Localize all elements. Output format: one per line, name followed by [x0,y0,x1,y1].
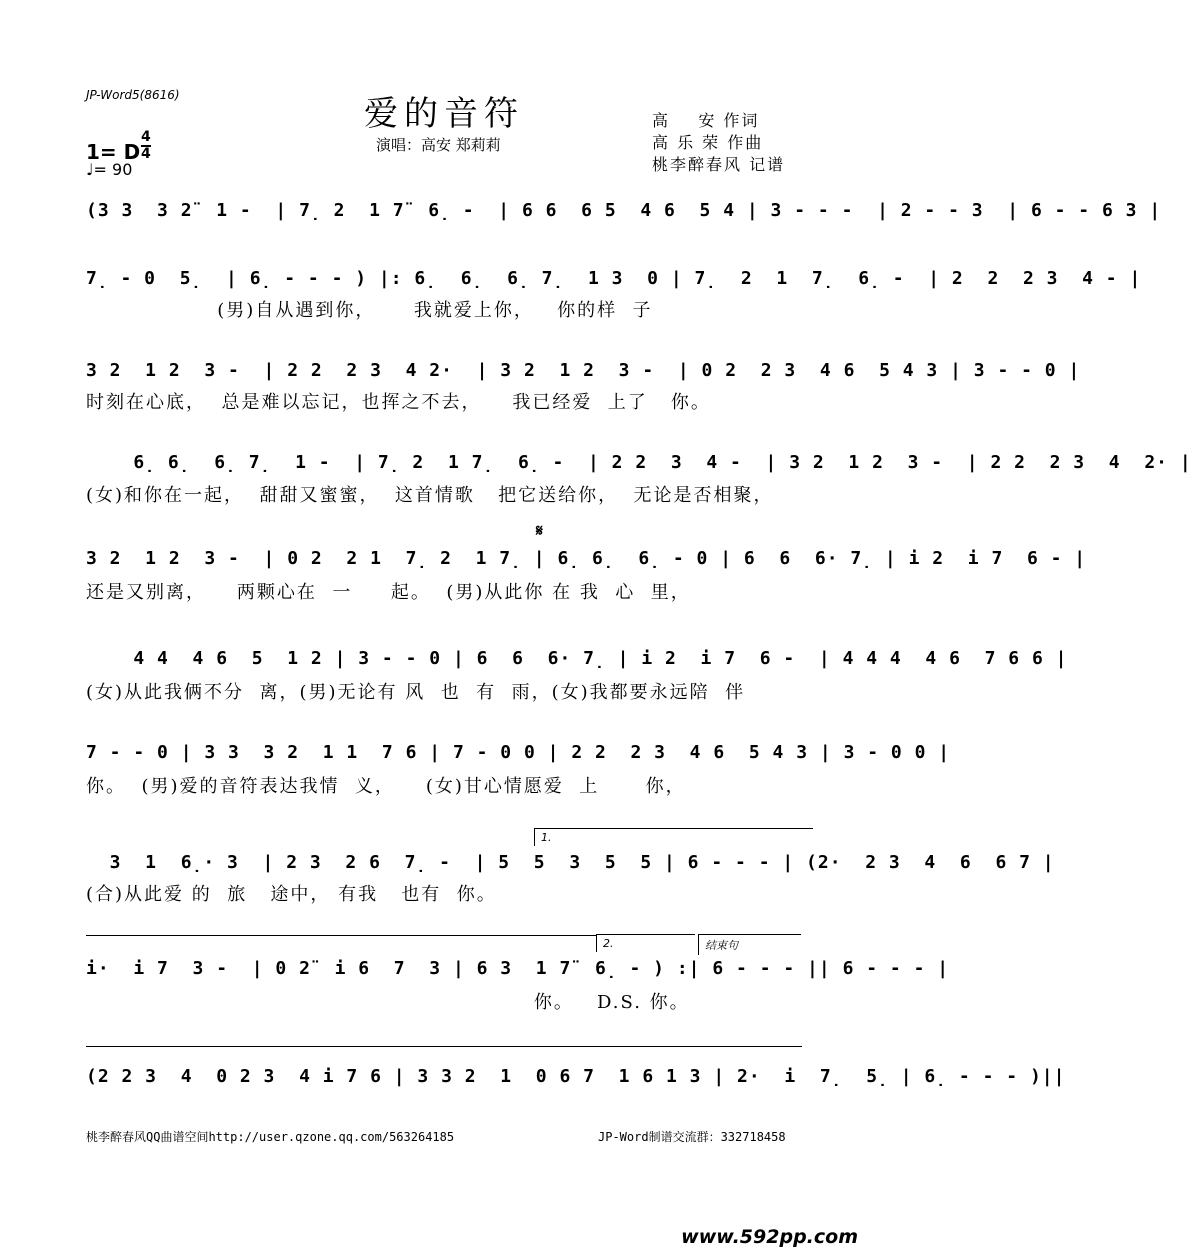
lyricist-credit: 高 安 作词 [652,111,760,130]
key-signature: 1= D [86,140,141,164]
lyrics-line-4: (女)和你在一起， 甜甜又蜜蜜， 这首情歌 把它送给你， 无论是否相聚， [86,485,774,506]
app-tag: JP-Word5(8616) [86,88,180,102]
first-ending-bracket: 1. [534,828,813,846]
notation-line-4: 6̣ 6̣ 6̣ 7̣ 1 - | 7̣ 2 1 7̣ 6̣ - | 2 2 3 4 - | 3 2 1 2 3 - | 2 2 2 3 4 2· | [86,452,1192,473]
meter-bottom: 4 [141,146,151,162]
second-ending-bracket: 2. [596,934,695,952]
notation-line-7: 7 - - 0 | 3 3 3 2 1 1 7 6 | 7 - 0 0 | 2 2 2 3 4 6 5 4 3 | 3 - 0 0 | [86,742,951,763]
footer-right: JP-Word制谱交流群：332718458 [598,1130,786,1144]
notation-line-5: 3 2 1 2 3 - | 0 2 2 1 7̣ 2 1 7̣ | 6̣ 6̣ 6̣ - 0 | 6 6 6· 7̣ | i 2 i 7 6 - | [86,548,1087,569]
notation-line-8: 3 1 6̣· 3 | 2 3 2 6 7̣ - | 5 5 3 5 5 | 6 - - - | (2· 2 3 4 6 6 7 | [86,852,1055,873]
notation-line-10: (2 2 3 4 0 2 3 4 i 7 6 | 3 3 2 1 0 6 7 1 6 1 3 | 2· i 7̣ 5̣ | 6̣ - - - )|| [86,1066,1066,1087]
time-signature [141,130,151,162]
tempo-marking: ♩= 90 [86,160,133,179]
transcriber-credit: 桃李醉春风 记谱 [652,155,786,174]
watermark: www.592pp.com [681,1226,858,1248]
meter-top: 4 [141,129,151,145]
notation-line-3: 3 2 1 2 3 - | 2 2 2 3 4 2· | 3 2 1 2 3 - | 0 2 2 3 4 6 5 4 3 | 3 - - 0 | [86,360,1081,381]
segno-sign: 𝄋 [536,521,543,540]
notation-line-6: 4 4 4 6 5 1 2 | 3 - - 0 | 6 6 6· 7̣ | i 2 i 7 6 - | 4 4 4 4 6 7 6 6 | [86,648,1068,669]
lyrics-line-2: (男)自从遇到你， 我就爱上你， 你的样 子 [86,300,653,321]
lyrics-line-3: 时刻在心底， 总是难以忘记，也挥之不去， 我已经爱 上了 你。 [86,392,711,413]
composer-credit: 高 乐 荣 作曲 [652,133,764,152]
coda-bracket: 结束句 [698,934,801,955]
notation-line-2: 7̣ - 0 5̣ | 6̣ - - - ) |: 6̣ 6̣ 6̣ 7̣ 1 3 0 | 7̣ 2 1 7̣ 6̣ - | 2 2 2 3 4 - | [86,268,1142,289]
lyrics-line-5: 还是又别离， 两颗心在 一 起。 (男)从此你 在 我 心 里， [86,582,691,603]
song-title: 爱的音符 [364,94,524,134]
lyrics-line-9: 你。 D.S. 你。 [86,992,690,1013]
footer-left: 桃李醉春风QQ曲谱空间http://user.qzone.qq.com/563264185 [86,1130,455,1144]
notation-line-1: (3 3 3 2̈ 1 - | 7̣ 2 1 7̈ 6̣ - | 6 6 6 5 4 6 5 4 | 3 - - - | 2 - - 3 | 6 - - 6 3 | [86,200,1162,221]
coda-bracket-line [86,1046,802,1047]
lyrics-line-7: 你。 (男)爱的音符表达我情 义， (女)甘心情愿爱 上 你， [86,776,686,797]
lyrics-line-6: (女)从此我俩不分 离，(男)无论有 风 也 有 雨，(女)我都要永远陪 伴 [86,682,746,703]
singers: 演唱：高安 郑莉莉 [376,136,501,154]
notation-line-9: i· i 7 3 - | 0 2̈ i 6 7 3 | 6 3 1 7̈ 6̣ - ) :| 6 - - - || 6 - - - | [86,958,950,979]
lyrics-line-8: (合)从此爱 的 旅 途中， 有我 也有 你。 [86,884,497,905]
first-ending-extension [86,935,596,936]
